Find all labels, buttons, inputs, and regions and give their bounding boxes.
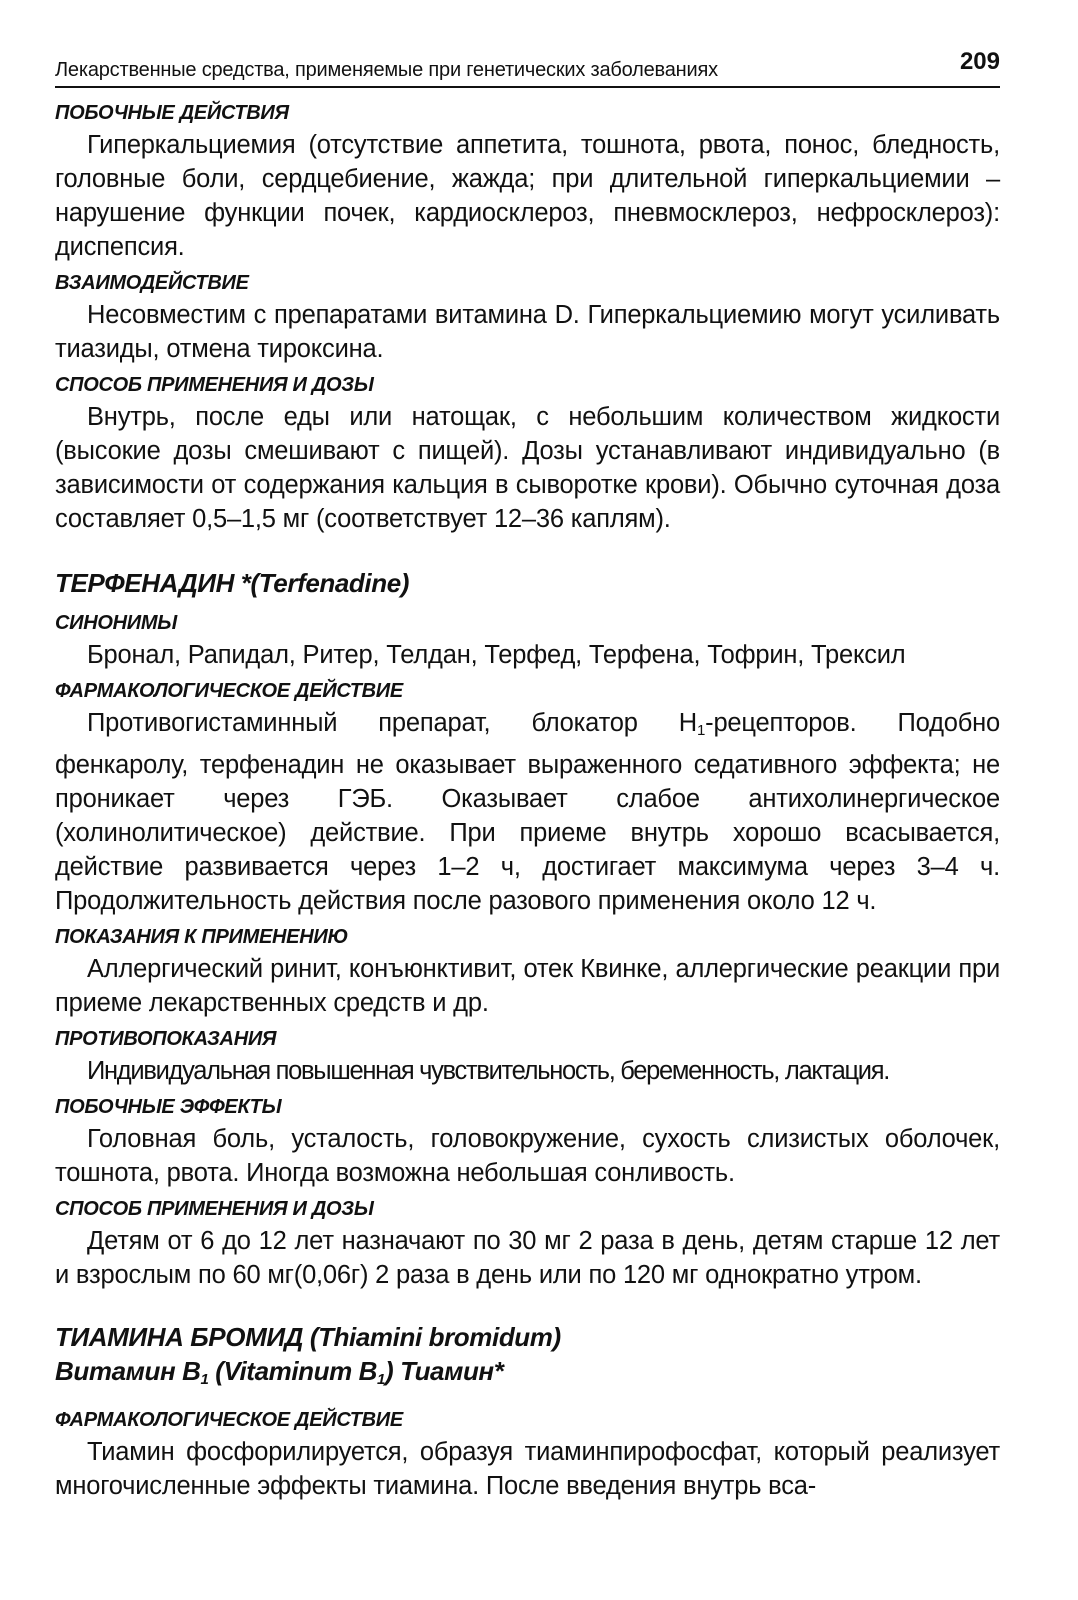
running-title: Лекарственные средства, применяемые при генетических заболеваниях	[55, 59, 718, 81]
section-heading-interaction: ВЗАИМОДЕЙСТВИЕ	[55, 272, 249, 294]
section-heading-side-effects-2: ПОБОЧНЫЕ ЭФФЕКТЫ	[55, 1096, 282, 1118]
dosage-text: Внутрь, после еды или натощак, с небольшим количеством жидкости (высокие дозы смешивают с пищей). Дозы устанавливают индивидуально (в зависимости от содержания кальция в сыворотке крови). Обычно суточная доза составляет 0,5–1,5 мг (соответствует 12–36 каплям).	[55, 403, 1000, 533]
subscript: 1	[377, 1371, 385, 1388]
pharmacology-text-rest: -рецепторов. Подобно фенкаролу, терфенадин не оказывает выраженного седативного эффекта; не проникает через ГЭБ. Оказывает слабое антихолинергическое (холинолитическое) действие. При приеме внутрь хорошо всасывается, действие развивается через 1–2 ч, достигает максимума через 3–4 ч. Продолжительность действия после разового применения около 12 ч.	[55, 709, 1001, 915]
section-heading-synonyms: СИНОНИМЫ	[55, 612, 177, 634]
section-heading-side-effects: ПОБОЧНЫЕ ДЕЙСТВИЯ	[55, 102, 289, 124]
section-heading-pharmacology: ФАРМАКОЛОГИЧЕСКОЕ ДЕЙСТВИЕ	[55, 680, 403, 702]
drug-title-terfenadine: ТЕРФЕНАДИН *(Terfenadine)	[55, 568, 410, 598]
section-heading-dosage: СПОСОБ ПРИМЕНЕНИЯ И ДОЗЫ	[55, 374, 374, 396]
section-heading-contraindications: ПРОТИВОПОКАЗАНИЯ	[55, 1028, 277, 1050]
pharmacology-text-2: Тиамин фосфорилируется, образуя тиаминпирофосфат, который реализует многочисленные эффекты тиамина. После введения внутрь вса-	[55, 1438, 1000, 1500]
drug-subtitle-thiamine	[55, 1354, 1000, 1397]
contraindications-text: Индивидуальная повышенная чувствительность, беременность, лактация.	[87, 1057, 890, 1085]
pharmacology-text	[55, 706, 1000, 918]
section-heading-pharmacology-2: ФАРМАКОЛОГИЧЕСКОЕ ДЕЙСТВИЕ	[55, 1409, 403, 1431]
side-effects-text-2: Головная боль, усталость, головокружение, сухость слизистых оболочек, тошнота, рвота. Иногда возможна небольшая сонливость.	[55, 1125, 1000, 1187]
synonyms-text: Бронал, Рапидал, Ритер, Телдан, Терфед, Терфена, Тофрин, Трексил	[87, 641, 906, 669]
side-effects-text: Гиперкальциемия (отсутствие аппетита, тошнота, рвота, понос, бледность, головные боли, сердцебиение, жажда; при длительной гиперкальциемии – нарушение функции почек, кардиосклероз, пневмосклероз, нефросклероз): диспепсия.	[55, 131, 1000, 261]
dosage-text-2: Детям от 6 до 12 лет назначают по 30 мг 2 раза в день, детям старше 12 лет и взрослым по 60 мг(0,06г) 2 раза в день или по 120 мг однократно утром.	[55, 1227, 1000, 1289]
indications-text: Аллергический ринит, конъюнктивит, отек Квинке, аллергические реакции при приеме лекарственных средств и др.	[55, 955, 1000, 1017]
drug-title-thiamine: ТИАМИНА БРОМИД (Thiamini bromidum)	[55, 1322, 561, 1352]
subtitle-part-c: ) Тиамин*	[385, 1356, 504, 1386]
subscript: 1	[697, 722, 706, 739]
section-heading-indications: ПОКАЗАНИЯ К ПРИМЕНЕНИЮ	[55, 926, 348, 948]
subtitle-part-b: (Vitaminum B	[208, 1356, 378, 1386]
section-heading-dosage-2: СПОСОБ ПРИМЕНЕНИЯ И ДОЗЫ	[55, 1198, 374, 1220]
subtitle-part-a: Витамин B	[55, 1356, 201, 1386]
book-page	[55, 40, 1000, 1503]
page-number: 209	[959, 48, 1000, 75]
page-header	[55, 40, 1000, 88]
pharmacology-text-start: Противогистаминный препарат, блокатор H	[87, 709, 697, 737]
page-content	[55, 100, 1000, 1503]
subscript: 1	[200, 1371, 209, 1388]
interaction-text: Несовместим с препаратами витамина D. Гиперкальциемию могут усиливать тиазиды, отмена тироксина.	[55, 301, 1000, 363]
